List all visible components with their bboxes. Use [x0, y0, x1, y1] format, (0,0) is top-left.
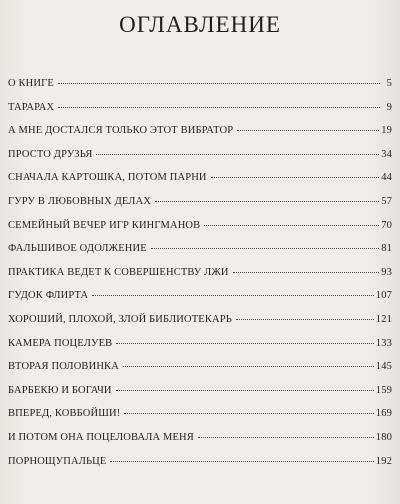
toc-entry	[8, 408, 392, 432]
toc-entry-page: 159	[375, 384, 392, 396]
toc-entry-title: ВПЕРЕД, КОВБОЙШИ!	[8, 408, 121, 420]
toc-entry	[8, 125, 392, 149]
toc-entry-title: ПОРНОЩУПАЛЬЦЕ	[8, 455, 107, 467]
toc-entry	[8, 196, 392, 220]
toc-entry-page: 180	[375, 431, 392, 443]
dot-leader	[116, 390, 374, 391]
toc-entry-page: 44	[381, 172, 392, 184]
toc-entry-page: 133	[375, 337, 392, 349]
toc-entry	[8, 385, 392, 409]
toc-entry-page: 19	[381, 125, 392, 137]
dot-leader	[211, 177, 380, 178]
toc-entry-title: БАРБЕКЮ И БОГАЧИ	[8, 384, 112, 396]
toc-entry	[8, 290, 392, 314]
dot-leader	[96, 154, 379, 155]
dot-leader	[58, 83, 380, 84]
toc-entry	[8, 149, 392, 173]
dot-leader	[237, 130, 379, 131]
toc-entry-page: 9	[386, 101, 392, 113]
dot-leader	[233, 272, 380, 273]
toc-entry	[8, 78, 392, 102]
toc-entry-title: ТАРАРАХ	[8, 101, 55, 113]
toc-entry	[8, 243, 392, 267]
dot-leader	[236, 319, 374, 320]
dot-leader	[151, 248, 379, 249]
toc-entry	[8, 102, 392, 126]
toc-entry	[8, 432, 392, 456]
dot-leader	[123, 366, 374, 367]
dot-leader	[204, 225, 379, 226]
toc-entry-title: СЕМЕЙНЫЙ ВЕЧЕР ИГР КИНГМАНОВ	[8, 219, 201, 231]
toc-entry-page: 192	[375, 455, 392, 467]
toc-entry-title: ПРАКТИКА ВЕДЕТ К СОВЕРШЕНСТВУ ЛЖИ	[8, 266, 229, 278]
toc-entry-title: О КНИГЕ	[8, 78, 54, 89]
toc-entry-page: 121	[375, 313, 392, 325]
toc-entry	[8, 361, 392, 385]
toc-entry	[8, 456, 392, 480]
toc-entry-page: 93	[381, 266, 392, 278]
dot-leader	[124, 413, 373, 414]
toc-entry	[8, 267, 392, 291]
toc-entry	[8, 338, 392, 362]
toc-entry	[8, 314, 392, 338]
table-of-contents	[8, 78, 392, 479]
toc-entry-title: И ПОТОМ ОНА ПОЦЕЛОВАЛА МЕНЯ	[8, 431, 194, 443]
toc-entry-title: ГУРУ В ЛЮБОВНЫХ ДЕЛАХ	[8, 195, 152, 207]
page-title: ОГЛАВЛЕНИЕ	[119, 12, 281, 37]
dot-leader	[92, 295, 374, 296]
dot-leader	[155, 201, 379, 202]
toc-entry-title: А МНЕ ДОСТАЛСЯ ТОЛЬКО ЭТОТ ВИБРАТОР	[8, 125, 234, 137]
toc-entry-title: ФАЛЬШИВОЕ ОДОЛЖЕНИЕ	[8, 243, 147, 255]
toc-entry-page: 5	[386, 78, 392, 89]
toc-entry-title: ПРОСТО ДРУЗЬЯ	[8, 148, 93, 160]
toc-entry	[8, 172, 392, 196]
dot-leader	[116, 343, 374, 344]
toc-entry-title: СНАЧАЛА КАРТОШКА, ПОТОМ ПАРНИ	[8, 172, 207, 184]
toc-entry-page: 70	[381, 219, 392, 231]
toc-entry-page: 107	[375, 290, 392, 302]
toc-entry-page: 34	[381, 148, 392, 160]
dot-leader	[110, 461, 373, 462]
toc-entry-page: 145	[375, 361, 392, 373]
toc-entry-title: ХОРОШИЙ, ПЛОХОЙ, ЗЛОЙ БИБЛИОТЕКАРЬ	[8, 313, 232, 325]
toc-entry	[8, 220, 392, 244]
toc-entry-title: ВТОРАЯ ПОЛОВИНКА	[8, 361, 119, 373]
dot-leader	[198, 437, 374, 438]
toc-entry-title: ГУДОК ФЛИРТА	[8, 290, 89, 302]
toc-entry-page: 81	[381, 243, 392, 255]
toc-entry-title: КАМЕРА ПОЦЕЛУЕВ	[8, 337, 113, 349]
toc-entry-page: 169	[375, 408, 392, 420]
dot-leader	[58, 107, 380, 108]
toc-entry-page: 57	[381, 195, 392, 207]
